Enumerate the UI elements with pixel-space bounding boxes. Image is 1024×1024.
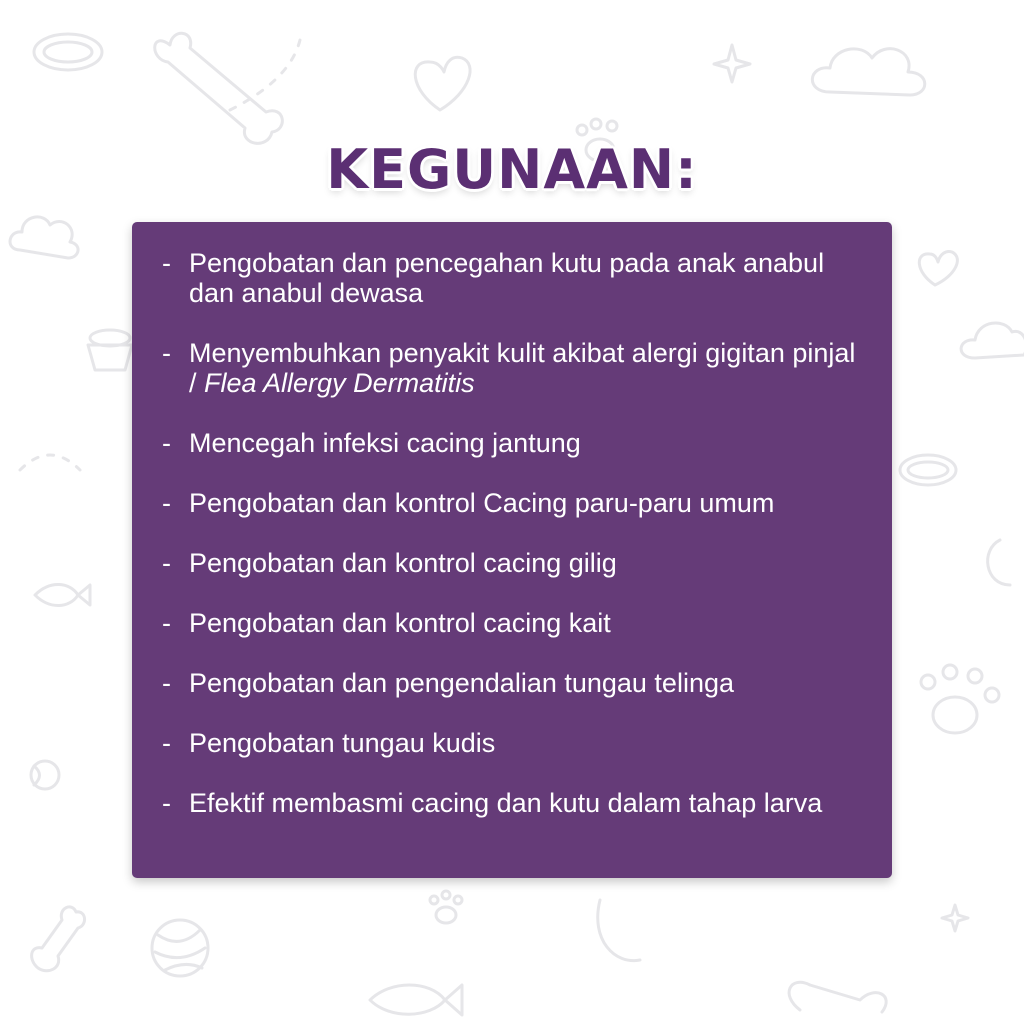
list-item [162,668,862,698]
list-item [162,608,862,638]
list-item [162,338,862,398]
fish-icon [35,584,90,605]
bone-icon [32,907,85,971]
cloud-icon [812,49,924,95]
heart-icon [415,57,470,110]
list-dash: - [162,668,171,698]
list-dash: - [162,338,171,368]
heart-icon [919,251,957,285]
benefits-list [162,248,862,818]
collar-icon [900,455,956,485]
bone-icon [789,982,886,1012]
list-item-text: Pengobatan dan pengendalian tungau telinga [189,668,734,698]
list-dash: - [162,728,171,758]
list-item-text: Pengobatan tungau kudis [189,728,496,758]
list-item [162,548,862,578]
tennis-ball-icon [31,761,59,789]
list-item-text: Pengobatan dan kontrol Cacing paru-paru umum [189,488,775,518]
yarn-ball-icon [152,920,208,976]
list-item-text: Menyembuhkan penyakit kulit akibat alergi gigitan pinjal / [189,338,856,398]
list-dash: - [162,428,171,458]
list-item-italic-text: Flea Allergy Dermatitis [204,368,475,398]
list-dash: - [162,548,171,578]
list-dash: - [162,488,171,518]
cloud-icon [10,217,78,258]
list-item [162,488,862,518]
paw-icon [921,665,999,733]
collar-icon [598,900,640,961]
cloud-icon [961,323,1024,358]
benefits-panel [132,222,892,878]
list-item-text: Pengobatan dan kontrol cacing kait [189,608,611,638]
sparkle-icon [714,45,750,82]
fish-icon [370,985,462,1015]
page-title: KEGUNAAN: [326,138,698,201]
list-dash: - [162,608,171,638]
list-item [162,428,862,458]
list-item-text: Efektif membasmi cacing dan kutu dalam tahap larva [189,788,823,818]
list-dash: - [162,248,171,278]
dashed-trail [230,40,300,110]
list-dash: - [162,788,171,818]
sparkle-icon [942,905,968,931]
list-item [162,788,862,818]
bone-icon [155,33,283,143]
list-item [162,248,862,308]
list-item-text: Mencegah infeksi cacing jantung [189,428,581,458]
collar-icon [988,540,1010,585]
list-item-text: Pengobatan dan pencegahan kutu pada anak anabul dan anabul dewasa [189,248,825,308]
food-bowl-icon [88,330,132,370]
collar-icon [34,34,102,70]
paw-icon [430,891,462,923]
list-item [162,728,862,758]
list-item-text: Pengobatan dan kontrol cacing gilig [189,548,617,578]
dashed-trail [20,455,80,470]
